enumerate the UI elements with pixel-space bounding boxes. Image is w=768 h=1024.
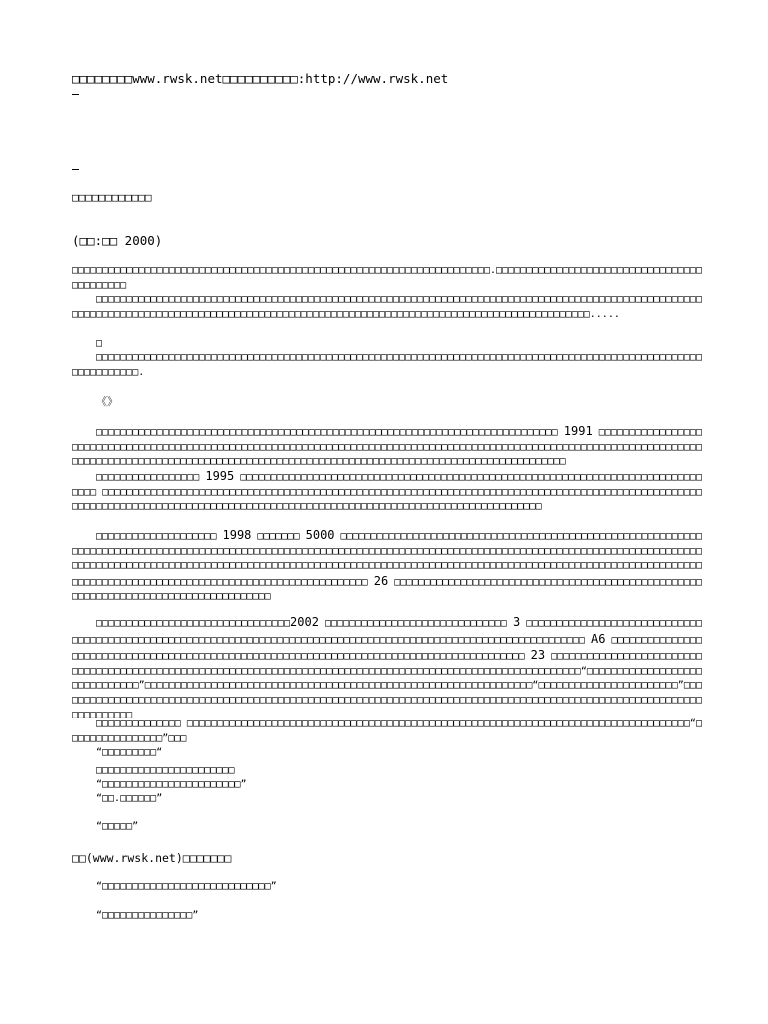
quote-7: “□□□□□□□□□□□□□□□”: [96, 910, 199, 921]
section-mark-2: 《》: [96, 395, 118, 408]
quote-6: “□□□□□□□□□□□□□□□□□□□□□□□□□□□□”: [96, 881, 277, 892]
paragraph-5: □□□□□□□□□□□□□□□□□□□□ 1998 □□□□□□□ 5000 □□□□□□□□□□□□□□□□□□□□□□□□□□□□□□□□□□□□□□□□□□□□□□□□□□□□□□□□□□□□□□□□□□□□□□□□□□□□□□□□□□□□□□□□□□□□□□□□□□□□□□□□□□□□□□□□□□□□□□□□□□□□□□□□□□□□□□□□□□□□□□□□□□□□□□□□□□□□□□□□□□□□□□□□□□□□□□□□□□□□□□□□□□□□□□□□□□□□□□□□□□□□□□□□□□□□□□□□□□□□□□□□□□□□□□□□□□□□□□□□□□□□□□□□□□□□□□□□□□□□□□□□□□□□□□□□□□□□□□□□□□□□□□□□□□□□□□□□□□□□□□□□□□□□□□□□□□□□□ 26 □□□□□□□□□□□□□□□□□□□□□□□□□□□□□□□□□□□□□□□□□□□□□□□□□□□□□□□□□□□□□□□□□□□□□□□□□□□□□□□□□□□□: [72, 528, 702, 603]
quote-3: “□□□□□□□□□□□□□□□□□□□□□□□”: [96, 779, 247, 790]
paragraph-3: □□□□□□□□□□□□□□□□□□□□□□□□□□□□□□□□□□□□□□□□□□□□□□□□□□□□□□□□□□□□□□□□□□□□□□□□□□□□ 1991 □□□□□□□□□□□□□□□□□□□□□□□□□□□□□□□□□□□□□□□□□□□□□□□□□□□□□□□□□□□□□□□□□□□□□□□□□□□□□□□□□□□□□□□□□□□□□□□□□□□□□□□□□□□□□□□□□□□□□□□□□□□□□□□□□□□□□□□□□□□□□□□□□□□□□□□□□□□□□□□□□□□□□□□□□□□□□□□□□□□□□□□□□□□□□□□□□□□□□□□□□□□: [72, 424, 702, 468]
amount-5000: 5000: [305, 528, 335, 542]
section-mark-1: □: [96, 338, 103, 349]
quote-2: □□□□□□□□□□□□□□□□□□□□□□□: [96, 765, 235, 776]
number-23: 23: [530, 648, 546, 663]
number-26: 26: [373, 573, 389, 588]
paragraph-1: □□□□□□□□□□□□□□□□□□□□□□□□□□□□□□□□□□□□□□□□□□□□□□□□□□□□□□□□□□□□□□□□□□□□□□□□□□□□□□□□□□□□□□□□□□□□□□□□□□□□□□□□□□□□□□□□□□□□□□□□□□□□□□□□□□□□□□□□□□□□□□□□□□□□□□□□□□□□□□□□□□□□□□□□□□□□□□□□□□□□□□□□□□.....: [72, 294, 702, 320]
paragraph-7: □□□□□□□□□□□□□□ □□□□□□□□□□□□□□□□□□□□□□□□□□□□□□□□□□□□□□□□□□□□□□□□□□□□□□□□□□□□□□□□□□□□□□□□□□□□□□□□□□□“□□□□□□□□□□□□□□□□”□□□: [72, 718, 702, 744]
paragraph-2: □□□□□□□□□□□□□□□□□□□□□□□□□□□□□□□□□□□□□□□□□□□□□□□□□□□□□□□□□□□□□□□□□□□□□□□□□□□□□□□□□□□□□□□□□□□□□□□□□□□□□□□□□□□□□□□.: [72, 352, 702, 378]
doc-title: □□□□□□□□□□□□: [72, 191, 152, 204]
paragraph-6: □□□□□□□□□□□□□□□□□□□□□□□□□□□□□□□□2002 □□□□□□□□□□□□□□□□□□□□□□□□□□□□□□ 3 □□□□□□□□□□□□□□□□□□□□□□□□□□□□□□□□□□□□□□□□□□□□□□□□□□□□□□□□□□□□□□□□□□□□□□□□□□□□□□□□□□□□□□□□□□□□□□□□□□□□□□□□□□□□□□□□□□ A6 □□□□□□□□□□□□□□□□□□□□□□□□□□□□□□□□□□□□□□□□□□□□□□□□□□□□□□□□□□□□□□□□□□□□□□□□□□□□□□□□□□□□□□□□□□ 23 □□□□□□□□□□□□□□□□□□□□□□□□□□□□□□□□□□□□□□□□□□□□□□□□□□□□□□□□□□□□□□□□□□□□□□□□□□□□□□□□□□□□□□□□□□□□□□□□□□□□□□□□□□□□□“□□□□□□□□□□□□□□□□□□□□□□□□□□□□□□”□□□□□□□□□□□□□□□□□□□□□□□□□□□□□□□□□□□□□□□□□□□□□□□□□□□□□□□□□□□□□□□□“□□□□□□□□□□□□□□□□□□□□□□□”□□□□□□□□□□□□□□□□□□□□□□□□□□□□□□□□□□□□□□□□□□□□□□□□□□□□□□□□□□□□□□□□□□□□□□□□□□□□□□□□□□□□□□□□□□□□□□□□□□□□□□□□□□□□□□□□□□□□□: [72, 615, 702, 718]
year-1998: 1998: [222, 528, 252, 542]
number-3: 3: [512, 615, 521, 629]
quote-5: “□□□□□”: [96, 821, 139, 832]
intro-paragraph: □□□□□□□□□□□□□□□□□□□□□□□□□□□□□□□□□□□□□□□□□□□□□□□□□□□□□□□□□□□□□□□□□□□□□.□□□□□□□□□□□□□□□□□□□□□□□□□□□□□□□□□□□□□□□□□□□: [72, 265, 702, 291]
quote-4: “□□.□□□□□□”: [96, 793, 163, 804]
year-1995: 1995: [205, 469, 235, 483]
separator-bottom: [72, 169, 79, 170]
quote-1: “□□□□□□□□□“: [96, 747, 163, 758]
code-a6: A6: [591, 631, 606, 646]
paragraph-4: □□□□□□□□□□□□□□□□□ 1995 □□□□□□□□□□□□□□□□□□□□□□□□□□□□□□□□□□□□□□□□□□□□□□□□□□□□□□□□□□□□□□□□□□□□□□□□□□□□□□□□ □□□□□□□□□□□□□□□□□□□□□□□□□□□□□□□□□□□□□□□□□□□□□□□□□□□□□□□□□□□□□□□□□□□□□□□□□□□□□□□□□□□□□□□□□□□□□□□□□□□□□□□□□□□□□□□□□□□□□□□□□□□□□□□□□□□□□□□□□□□□□□□□□□□□□□□□□□□□□□□□□□□□□□□□□□□□□□□□□: [72, 469, 702, 513]
year-1991: 1991: [563, 424, 593, 438]
credit-line: □□(www.rwsk.net)□□□□□□□: [72, 851, 232, 865]
separator-top: [72, 94, 79, 95]
doc-byline: (□□:□□ 2000): [72, 233, 163, 248]
source-line: □□□□□□□□www.rwsk.net□□□□□□□□□□:http://www.rwsk.net: [72, 71, 449, 86]
year-2002: 2002: [290, 615, 319, 629]
